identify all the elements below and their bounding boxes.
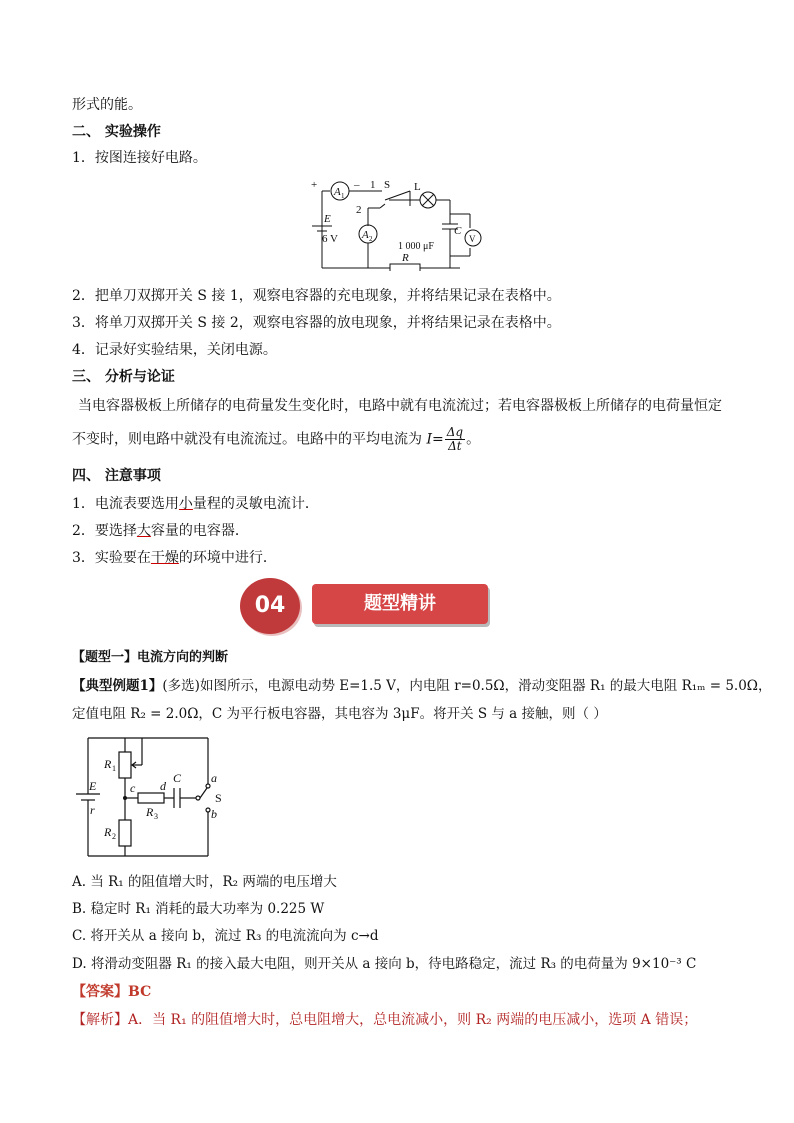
option-a: A. 当 R₁ 的阻值增大时，R₂ 两端的电压增大 (72, 874, 337, 890)
banner-number-badge: 04 (240, 578, 300, 634)
analysis-para-1: 当电容器极板上所储存的电荷量发生变化时，电路中就有电流流过；若电容器极板上所储存的电荷量恒定 (78, 398, 722, 414)
section-4-heading: 四、 注意事项 (72, 468, 161, 484)
analysis-para-2-end: 。 (466, 431, 481, 448)
option-b: B. 稳定时 R₁ 消耗的最大功率为 0.225 W (72, 901, 325, 917)
circuit1-label-r: R (402, 252, 409, 264)
average-current-fraction (445, 426, 465, 453)
note-3-underline: 干燥 (150, 550, 179, 566)
example-tag: 【典型例题1】 (72, 678, 163, 694)
note-2-post: 容量的电容器． (150, 523, 249, 539)
fraction-numerator: Δq (446, 425, 464, 439)
circuit2-d-node-label: d (160, 779, 166, 793)
circuit2-r-label: r (90, 803, 95, 817)
step-4: 4．记录好实验结果，关闭电源。 (72, 342, 277, 358)
example-line-1 (72, 676, 772, 696)
analysis-para-2-text: 不变时，则电路中就没有电流流过。电路中的平均电流为 (72, 431, 427, 448)
fraction-denominator: Δt (448, 439, 462, 453)
circuit1-label-2: 2 (356, 204, 362, 216)
note-3-post: 的环境中进行． (178, 550, 277, 566)
step-2: 2．把单刀双掷开关 S 接 1，观察电容器的充电现象，并将结果记录在表格中。 (72, 288, 561, 304)
option-c: C. 将开关从 a 接向 b，流过 R₃ 的电流流向为 c→d (72, 928, 379, 944)
circuit2-r2-sub: 2 (112, 832, 116, 841)
circuit2-r3-sub: 3 (154, 812, 158, 821)
circuit1-minus-label: – (354, 179, 360, 191)
circuit2-e-label: E (89, 779, 97, 793)
circuit2-r3-label: R (146, 805, 154, 819)
circuit1-label-s: S (384, 179, 391, 191)
current-symbol: I (426, 431, 432, 448)
circuit2-c-node-label: c (130, 781, 136, 795)
circuit2-s-label: S (215, 791, 222, 805)
circuit1-label-cap: 1 000 μF (398, 241, 434, 252)
note-3 (72, 548, 277, 568)
analysis-line: 【解析】A．当 R₁ 的阻值增大时，总电阻增大，总电流减小，则 R₂ 两端的电压减小，选项 A 错误； (72, 1012, 698, 1028)
example-text-1: (多选)如图所示，电源电动势 E=1.5 V，内电阻 r=0.5Ω，滑动变阻器 R₁ 的最大电阻 R₁ₘ = 5.0Ω， (162, 678, 772, 694)
note-3-pre: 3．实验要在 (72, 550, 151, 566)
type-1-heading: 【题型一】电流方向的判断 (72, 650, 229, 665)
circuit1-label-6v: 6 V (322, 233, 338, 245)
circuit1-a1-label: A (334, 186, 341, 198)
circuit2-b-label: b (211, 807, 217, 821)
circuit1-label-1: 1 (370, 179, 376, 191)
note-2 (72, 521, 249, 541)
circuit2-r2-label: R (104, 825, 112, 839)
intro-line: 形式的能。 (72, 97, 142, 113)
section-banner (240, 578, 490, 634)
circuit2-r1-label: R (104, 757, 112, 771)
step-1: 1．按图连接好电路。 (72, 150, 207, 166)
section-3-heading: 三、 分析与论证 (72, 369, 175, 385)
circuit1-a2-sub: 2 (369, 235, 373, 243)
circuit1-label-v: V (469, 234, 476, 244)
circuit1-a1-sub: 1 (341, 192, 345, 200)
example-line-2: 定值电阻 R₂ = 2.0Ω，C 为平行板电容器，其电容为 3μF。将开关 S 与 a 接触，则（ ） (72, 706, 607, 722)
note-1-post: 量程的灵敏电流计． (192, 496, 319, 512)
section-2-heading: 二、 实验操作 (72, 124, 161, 140)
note-2-underline: 大 (136, 523, 151, 539)
circuit1-a2-label: A (362, 229, 369, 241)
circuit2-a-label: a (211, 771, 217, 785)
option-d: D. 将滑动变阻器 R₁ 的接入最大电阻，则开关从 a 接向 b，待电路稳定，流过 R₃ 的电荷量为 9×10⁻³ C (72, 956, 697, 972)
analysis-para-2 (72, 426, 480, 453)
note-1-pre: 1．电流表要选用 (72, 496, 179, 512)
banner-title: 题型精讲 (312, 584, 488, 624)
circuit1-label-c: C (454, 225, 462, 237)
equals-sign: = (431, 431, 444, 448)
note-2-pre: 2．要选择 (72, 523, 137, 539)
note-1-underline: 小 (178, 496, 193, 512)
answer-line: 【答案】BC (72, 984, 152, 1000)
circuit-diagram-2 (70, 732, 230, 864)
circuit1-plus-label: + (311, 179, 318, 191)
note-1 (72, 494, 319, 514)
circuit1-label-e: E (324, 213, 331, 225)
circuit1-label-l: L (414, 181, 421, 193)
circuit2-capacitor-label: C (173, 771, 182, 785)
circuit-diagram-1 (310, 176, 490, 271)
circuit2-r1-sub: 1 (112, 764, 116, 773)
step-3: 3．将单刀双掷开关 S 接 2，观察电容器的放电现象，并将结果记录在表格中。 (72, 315, 561, 331)
